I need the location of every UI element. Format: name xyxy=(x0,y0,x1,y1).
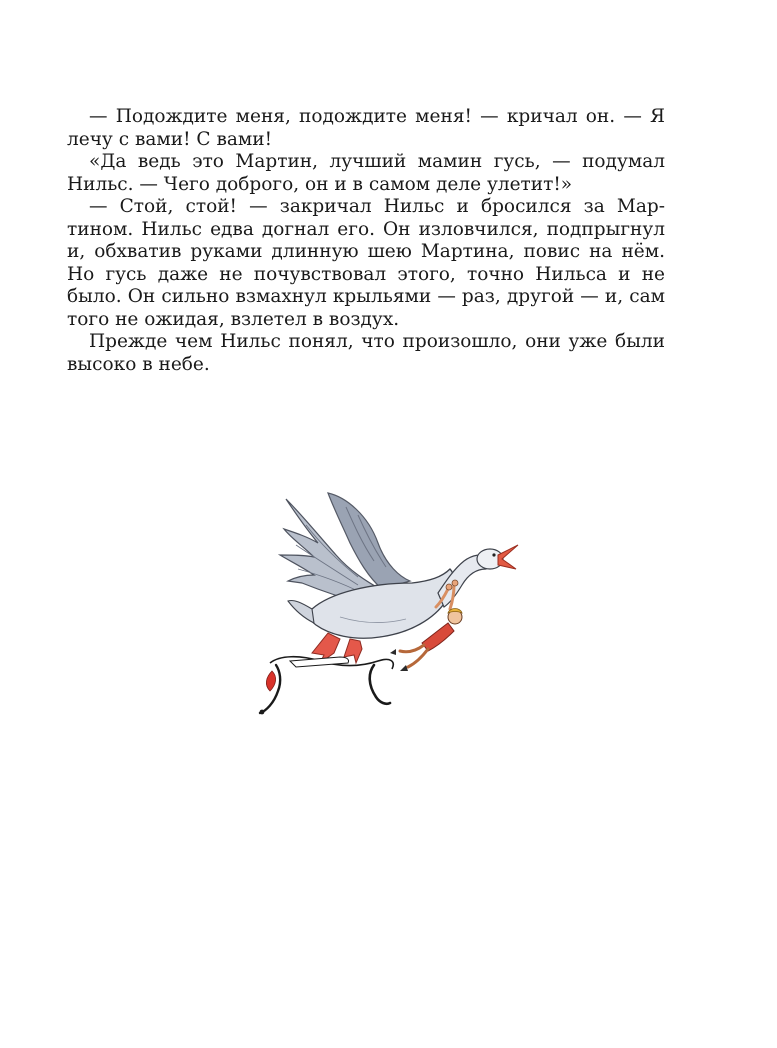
story-text xyxy=(67,106,665,376)
goose-with-boy-icon xyxy=(250,485,520,720)
goose-eye xyxy=(492,553,495,556)
goose-with-boy-illustration xyxy=(250,485,520,720)
goose-beak xyxy=(498,545,518,569)
paragraph-1: — Подождите меня, подождите меня! — кричал он. — Я лечу с вами! С вами! xyxy=(67,106,665,150)
paragraph-3: — Стой, стой! — закричал Нильс и бросился за Мартином. Нильс едва догнал его. Он изловчился, подпрыгнул и, обхватив руками длинную шею Мартина, повис на нём. Но гусь даже не почувствовал этого, точно Нильса и не было. Он сильно взмахнул крыльями — раз, другой — и, сам того не ожидая, взлетел в воздух. xyxy=(67,196,665,330)
ornamental-flourish xyxy=(260,657,394,715)
paragraph-2: «Да ведь это Мартин, лучший мамин гусь, — подумал Нильс. — Чего доброго, он и в самом деле улетит!» xyxy=(67,151,665,195)
paragraph-4: Прежде чем Нильс понял, что произошло, они уже были высоко в небе. xyxy=(67,331,665,375)
